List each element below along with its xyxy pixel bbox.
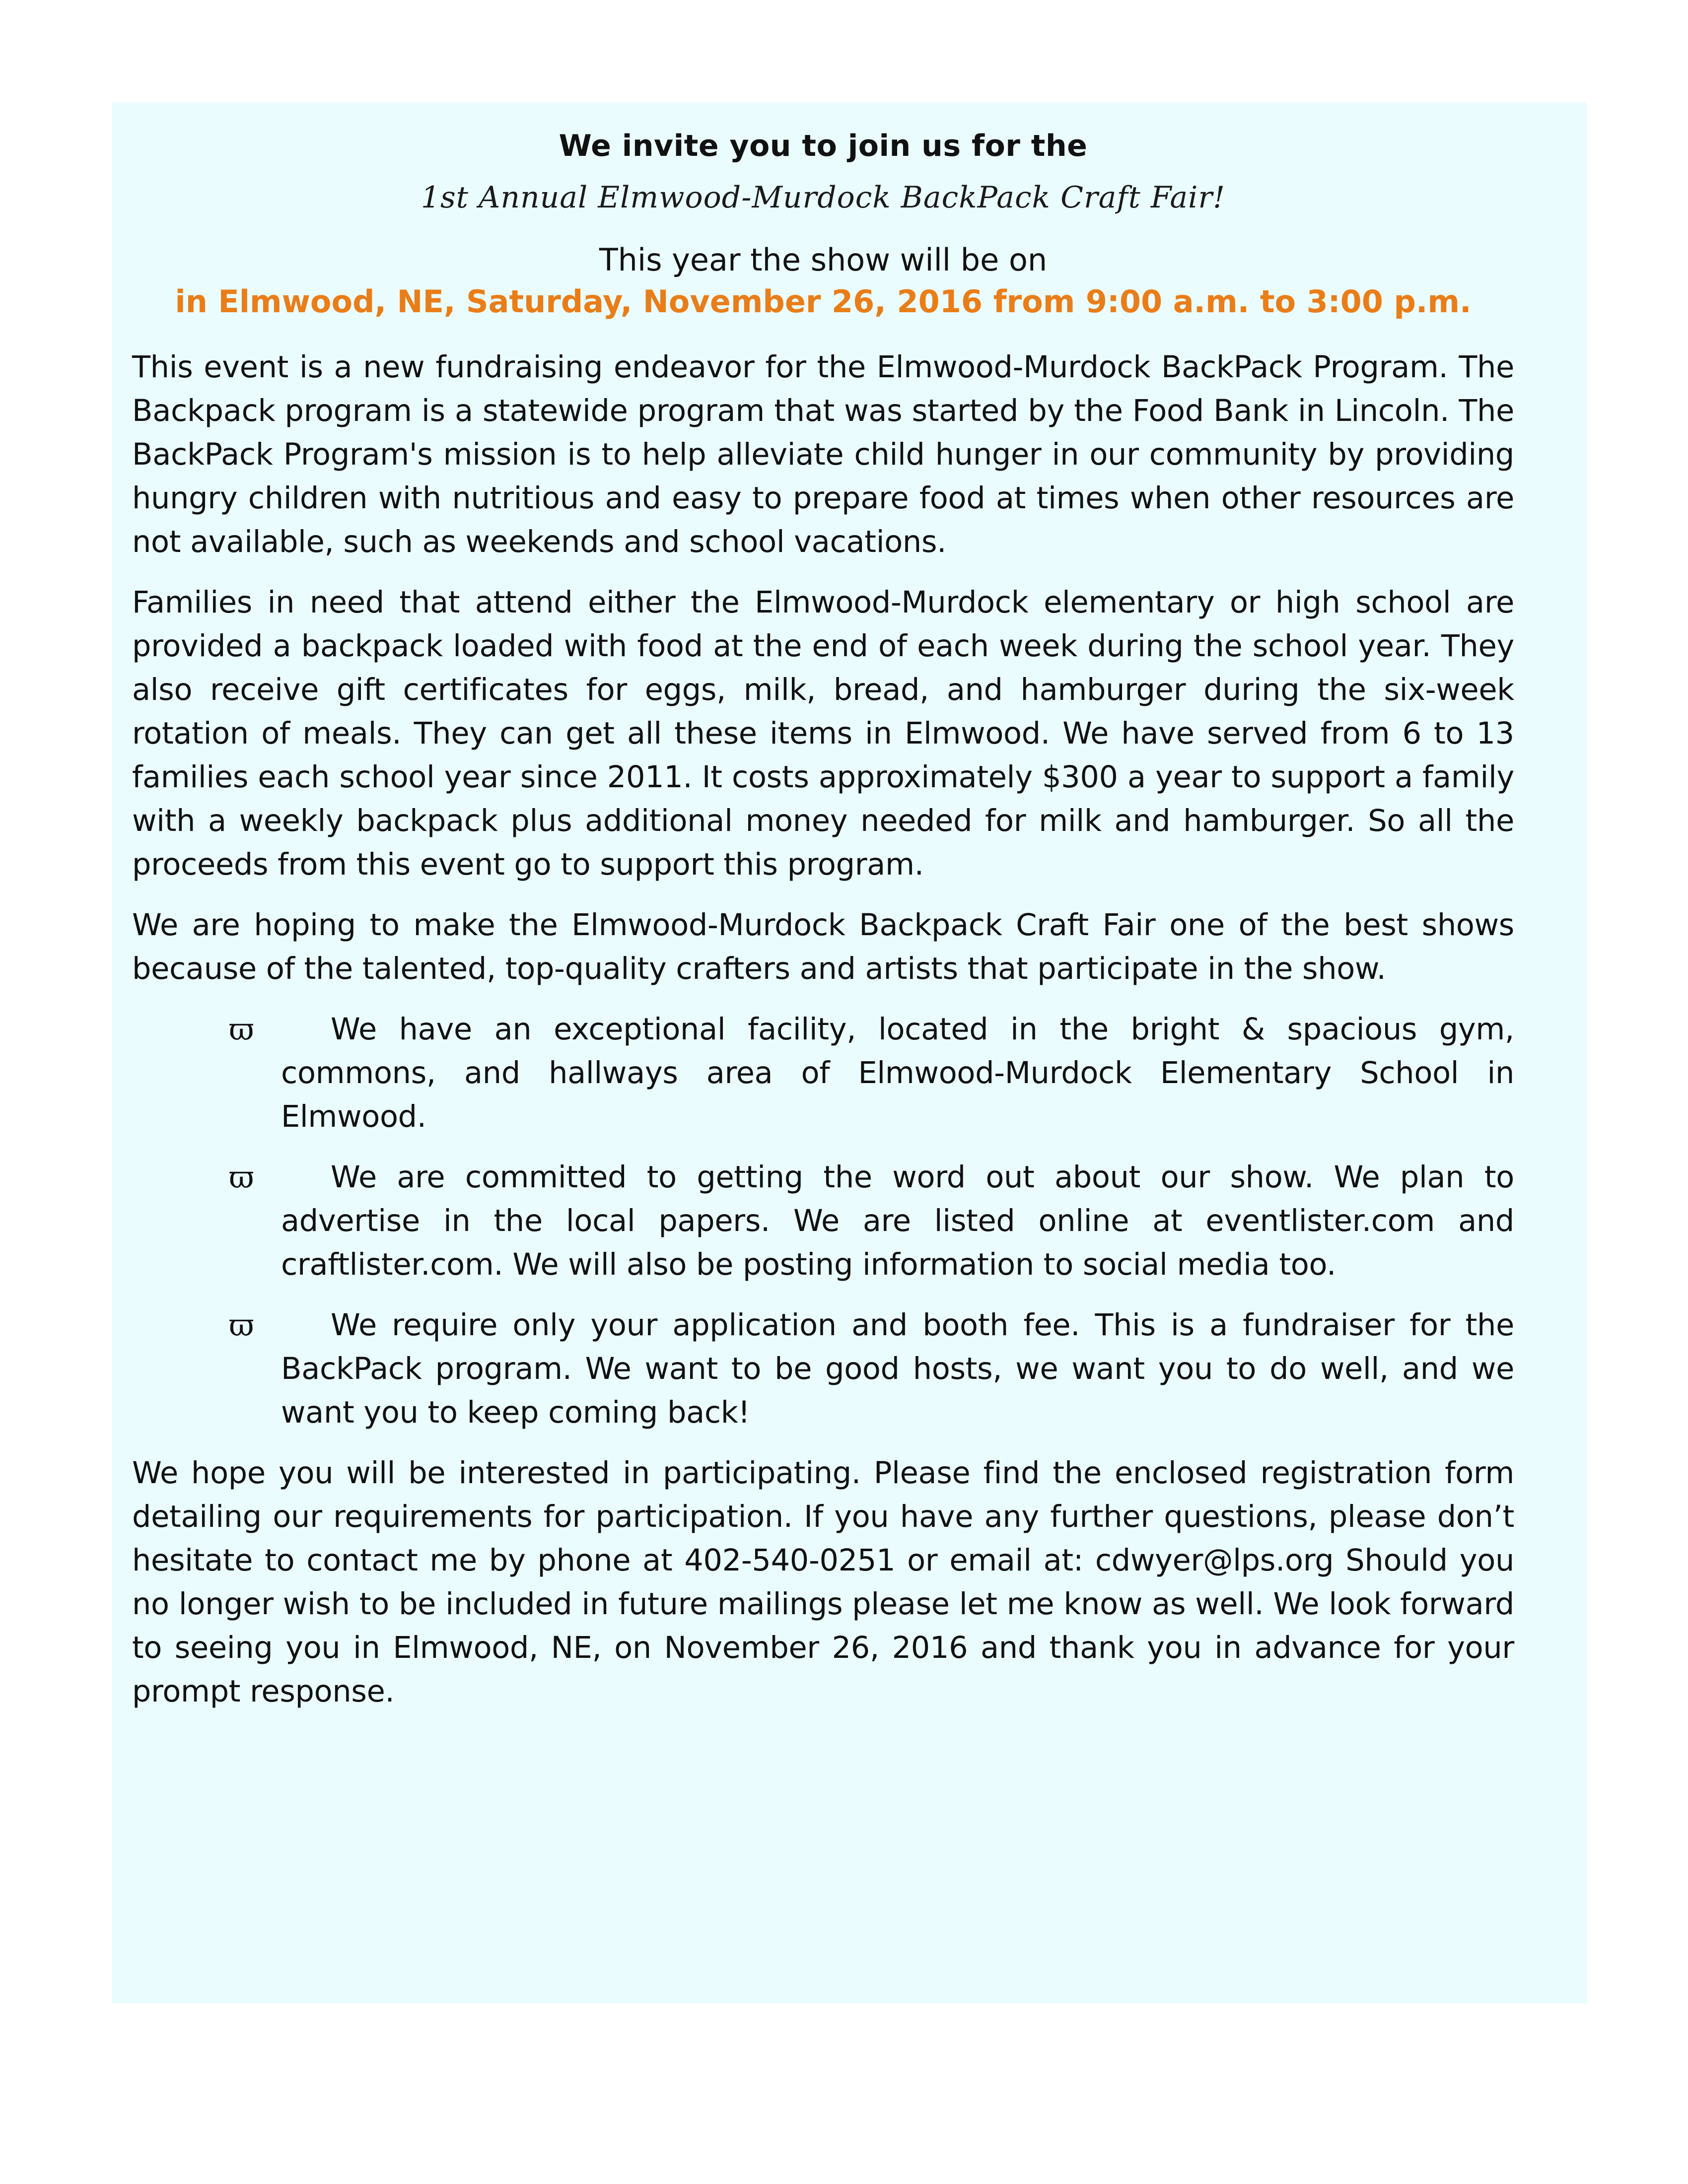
- bullet-symbol-icon: ϖ: [229, 1159, 254, 1195]
- letter-panel: [112, 102, 1587, 2003]
- event-date-location: in Elmwood, NE, Saturday, November 26, 2016 from 9:00 a.m. to 3:00 p.m.: [175, 283, 1472, 320]
- list-item: [132, 1156, 1514, 1287]
- craft-fair-goal-paragraph: We are hoping to make the Elmwood-Murdock Backpack Craft Fair one of the best shows because of the talented, top-quality crafters and artists that participate in the show.: [132, 908, 1514, 986]
- show-intro-line: This year the show will be on: [599, 242, 1048, 278]
- list-item-text: We are committed to getting the word out about our show. We plan to advertise in the local papers. We are listed online at eventlister.com and craftlister.com. We will also be posting information to social media too.: [281, 1160, 1514, 1282]
- list-item-text: We require only your application and booth fee. This is a fundraiser for the BackPack program. We want to be good hosts, we want you to do well, and we want you to keep coming back!: [281, 1308, 1514, 1430]
- event-title: 1st Annual Elmwood-Murdock BackPack Craft Fair!: [421, 180, 1226, 215]
- list-item: [132, 1008, 1514, 1139]
- families-served-paragraph: Families in need that attend either the Elmwood-Murdock elementary or high school are provided a backpack loaded with food at the end of each week during the school year. They also receive gift certificates for eggs, milk, bread, and hamburger during the six-week rotation of meals. They can get all these items in Elmwood. We have served from 6 to 13 families each school year since 2011. It costs approximately $300 a year to support a family with a weekly backpack plus additional money needed for milk and hamburger. So all the proceeds from this event go to support this program.: [132, 585, 1514, 882]
- bullet-symbol-icon: ϖ: [229, 1011, 254, 1047]
- program-description-paragraph: This event is a new fundraising endeavor for the Elmwood-Murdock BackPack Program. The Backpack program is a statewide program that was started by the Food Bank in Lincoln. The BackPack Program's mission is to help alleviate child hunger in our community by providing hungry children with nutritious and easy to prepare food at times when other resources are not available, such as weekends and school vacations.: [132, 350, 1514, 559]
- list-item: [132, 1303, 1514, 1434]
- list-item-text: We have an exceptional facility, located in the bright & spacious gym, commons, and hallways area of Elmwood-Murdock Elementary School in Elmwood.: [281, 1012, 1514, 1134]
- invite-heading: We invite you to join us for the: [559, 129, 1088, 163]
- benefits-list: [132, 1008, 1514, 1434]
- closing-paragraph: We hope you will be interested in participating. Please find the enclosed registration form detailing our requirements for participation. If you have any further questions, please don’t hesitate to contact me by phone at 402-540-0251 or email at: cdwyer@lps.org Should you no longer wish to be included in future mailings please let me know as well. We look forward to seeing you in Elmwood, NE, on November 26, 2016 and thank you in advance for your prompt response.: [132, 1456, 1514, 1709]
- bullet-symbol-icon: ϖ: [229, 1307, 254, 1343]
